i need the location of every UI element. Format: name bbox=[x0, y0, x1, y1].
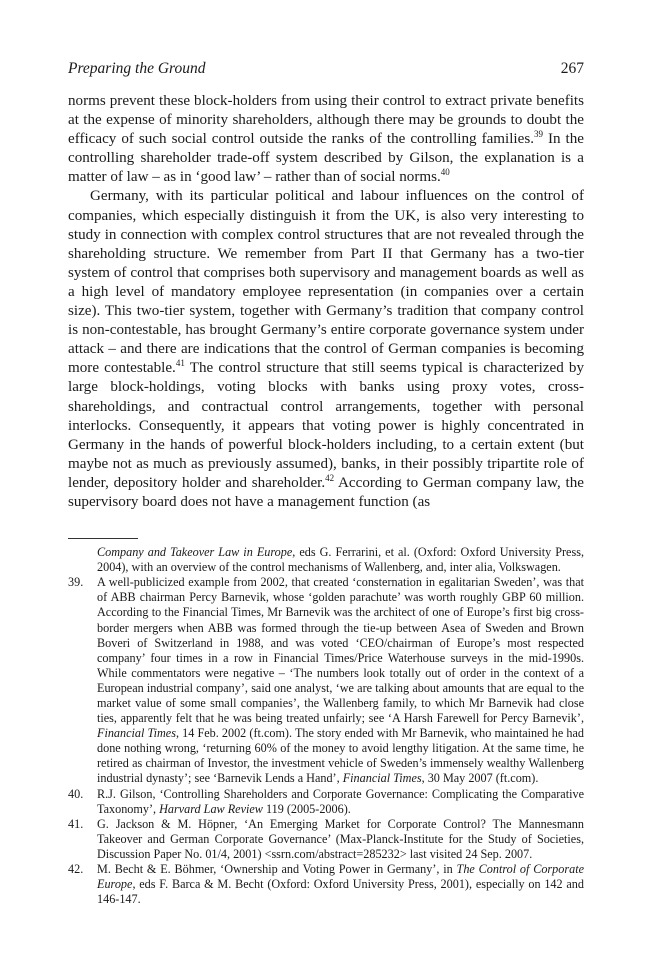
running-header bbox=[68, 60, 584, 78]
paragraph: norms prevent these block-holders from using their control to extract private benefits at the expense of minority shareholders, although there may be grounds to doubt the efficacy of such social control outside the ranks of the controlling families.$^{39}$ In the controlling shareholder trade-off system described by Gilson, the explanation is a matter of law – as in ‘good law’ – rather than of social norms.$^{40}$ bbox=[68, 93, 584, 186]
running-title: Preparing the Ground bbox=[68, 60, 206, 77]
footnote-number: 42. bbox=[68, 862, 84, 877]
footnote-continuation: Company and Takeover Law in Europe, eds G. Ferrarini, et al. (Oxford: Oxford University Press, 2004), with an overview of the control mechanisms of Wallenberg, and, inter alia, Volkswagen. bbox=[97, 545, 584, 575]
footnote-ref[interactable]: 42 bbox=[325, 472, 335, 483]
footnote-41: 41. G. Jackson & M. Höpner, ‘An Emerging Market for Corporate Control? The Mannesmann Takeover and German Corporate Governance’ (Max-Planck-Institute for the Study of Societies, Discussion Paper No. 01/4, 2001) <ssrn.com/abstract=285232> last visited 24 Sep. 2007. bbox=[68, 816, 584, 861]
footnote-ref[interactable]: 39 bbox=[533, 129, 543, 140]
footnote-ref[interactable]: 40 bbox=[440, 167, 450, 178]
footnote-number: 40. bbox=[68, 786, 84, 801]
page-number: 267 bbox=[560, 60, 584, 77]
body-text bbox=[68, 92, 584, 512]
page bbox=[68, 60, 584, 907]
footnote-number: 39. bbox=[68, 575, 84, 590]
footnote-divider bbox=[68, 538, 138, 539]
footnote-ref[interactable]: 41 bbox=[175, 358, 185, 369]
paragraph: Germany, with its particular political and labour influences on the control of companies, which especially distinguish it from the UK, is also very interesting to study in connection with complex control structures that are not revealed through the shareholding structure. We remember from Part II that Germany has a two-tier system of control that comprises both supervisory and management boards as well as a high level of mandatory employee representation (in companies over a certain size). This two-tier system, together with Germany’s tradition that company control is non-contestable, has brought Germany’s entire corporate governance system under attack – and there are indications that the control of German companies is becoming more contestable.$^{41}$ The control structure that still seems typical is characterized by large block-holdings, voting blocks with banks using proxy votes, cross-shareholdings, and contractual control arrangements, together with personal interlocks. Consequently, it appears that voting power is highly concentrated in Germany in the hands of powerful block-holders including, to a certain extent (but maybe not as much as previously assumed), banks, in their possibly tripartite role of lender, depository holder and shareholder.$^{42}$ According to German company law, the supervisory board does not have a management function (as bbox=[68, 188, 584, 510]
footnotes bbox=[68, 545, 584, 907]
footnote-39: 39. A well-publicized example from 2002, that created ‘consternation in egalitarian Sweden’, was that of ABB chairman Percy Barnevik, whose ‘golden parachute’ was worth roughly GBP 60 million. According to the Financial Times, Mr Barnevik was the architect of one of Europe’s first big cross-border mergers when ABB was formed through the tie-up between Asea of Sweden and Brown Boveri of Switzerland in 1988, and was voted ‘CEO/chairman of Europe’s most respected company’ four times in a row in Financial Times/Price Waterhouse surveys in the mid-1990s. While commentators were negative – ‘The numbers look totally out of order in the context of a European industrial company’, said one analyst, ‘we are talking about amounts that are equal to the market value of some small companies’, the Wallenberg family, to which Mr Barnevik had close ties, apparently felt that he was being treated unfairly; see ‘A Harsh Farewell for Percy Barnevik’, Financial Times, 14 Feb. 2002 (ft.com). The story ended with Mr Barnevik, who maintained he had done nothing wrong, ‘returning 60% of the money to avoid lengthy litigation. At the same time, he retired as chairman of Investor, the investment vehicle of Sweden’s immensely wealthy Wallenberg industrial dynasty’; see ‘Barnevik Lends a Hand’, Financial Times, 30 May 2007 (ft.com). bbox=[68, 575, 584, 786]
footnote-number: 41. bbox=[68, 816, 84, 831]
footnote-40: 40. R.J. Gilson, ‘Controlling Shareholders and Corporate Governance: Complicating the Comparative Taxonomy’, Harvard Law Review 119 (2005-2006). bbox=[68, 786, 584, 816]
footnote-42: 42. M. Becht & E. Böhmer, ‘Ownership and Voting Power in Germany’, in The Control of Corporate Europe, eds F. Barca & M. Becht (Oxford: Oxford University Press, 2001), especially on 142 and 146-147. bbox=[68, 862, 584, 907]
